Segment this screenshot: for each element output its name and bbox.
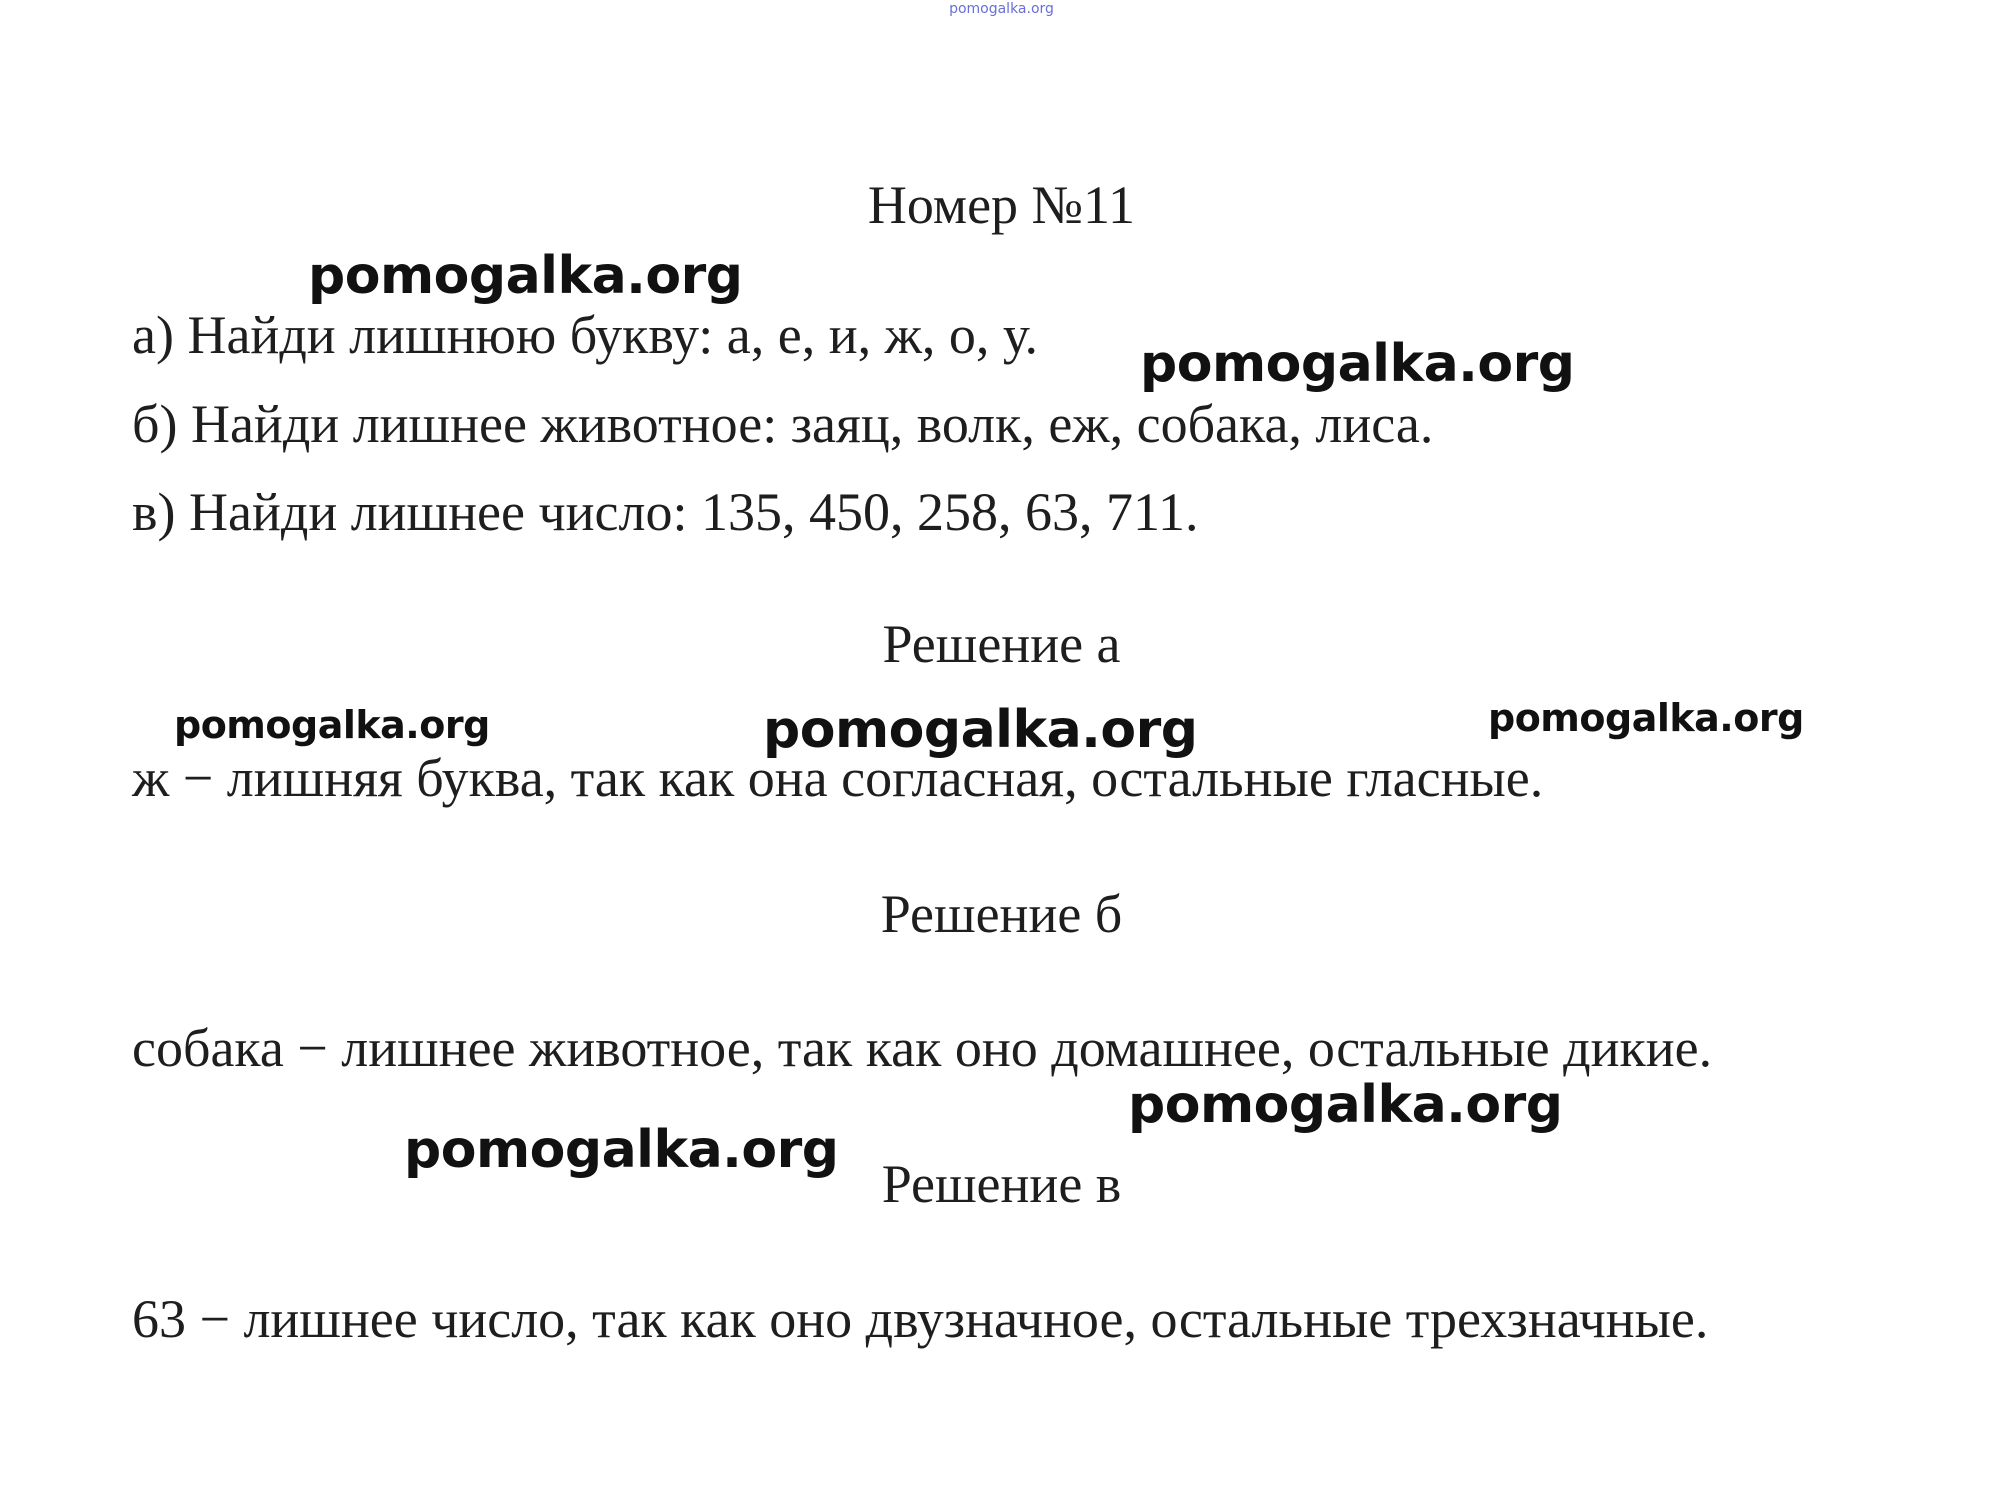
solution-heading-b: Решение б bbox=[880, 884, 1123, 944]
solution-text-c: 63 − лишнее число, так как оно двузначное, остальные трехзначные. bbox=[132, 1289, 1709, 1349]
solution-text-a: ж − лишняя буква, так как она согласная, остальные гласные. bbox=[132, 748, 1544, 808]
task-item-c: в) Найди лишнее число: 135, 450, 258, 63, 711. bbox=[132, 482, 1199, 542]
header-site-mark[interactable]: pomogalka.org bbox=[949, 1, 1054, 17]
page-title: Номер №11 bbox=[867, 175, 1136, 235]
solution-text-b: собака − лишнее животное, так как оно домашнее, остальные дикие. bbox=[132, 1018, 1713, 1078]
solution-heading-c: Решение в bbox=[881, 1154, 1122, 1214]
task-item-a: а) Найди лишнюю букву: а, е, и, ж, о, у. bbox=[132, 305, 1039, 365]
watermark: pomogalka.org bbox=[1488, 696, 1804, 740]
solution-heading-a: Решение а bbox=[882, 614, 1121, 674]
watermark: pomogalka.org bbox=[763, 700, 1198, 760]
watermark: pomogalka.org bbox=[1128, 1075, 1563, 1135]
watermark: pomogalka.org bbox=[174, 703, 490, 747]
watermark: pomogalka.org bbox=[404, 1120, 839, 1180]
watermark: pomogalka.org bbox=[1140, 334, 1575, 394]
task-item-b: б) Найди лишнее животное: заяц, волк, еж, собака, лиса. bbox=[132, 394, 1434, 454]
watermark: pomogalka.org bbox=[308, 246, 743, 306]
